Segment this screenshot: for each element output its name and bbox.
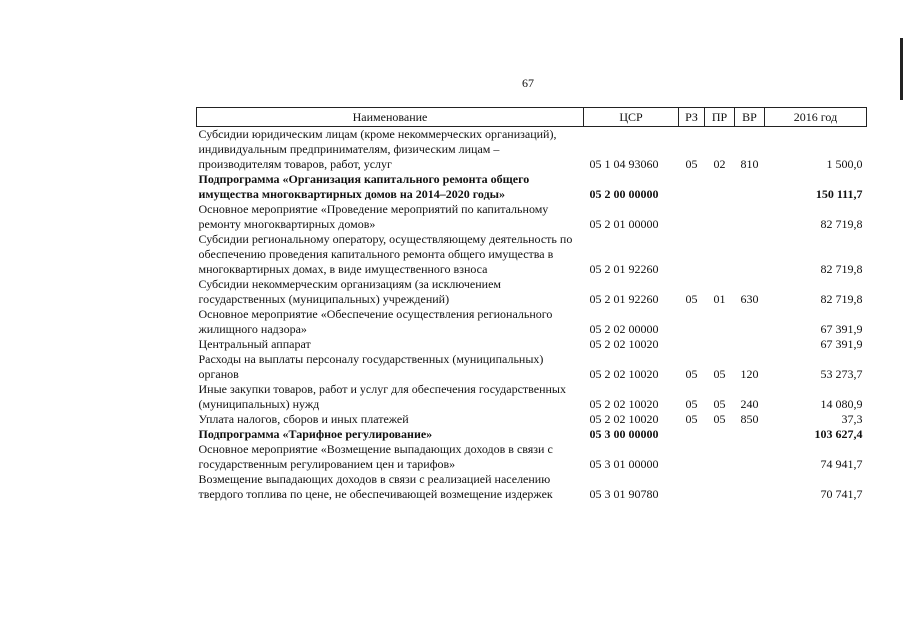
row-csr: 05 2 02 10020 (589, 397, 659, 411)
row-vr (735, 172, 765, 202)
table-row (197, 337, 867, 352)
table-row (197, 172, 867, 202)
row-vr: 810 (740, 157, 759, 171)
row-csr: 05 2 02 10020 (589, 367, 659, 381)
row-csr: 05 3 01 00000 (589, 457, 659, 471)
row-csr: 05 2 02 10020 (589, 412, 659, 426)
row-value: 70 741,7 (820, 487, 863, 501)
row-pr (705, 337, 735, 352)
row-csr: 05 2 01 00000 (589, 217, 659, 231)
header-value: 2016 год (765, 108, 867, 127)
row-name: Иные закупки товаров, работ и услуг для обеспечения государственных (муниципальных) нужд (198, 382, 566, 411)
header-name: Наименование (197, 108, 584, 127)
row-rz (679, 202, 705, 232)
row-pr: 02 (713, 157, 726, 171)
budget-table (196, 107, 867, 502)
row-pr (705, 232, 735, 277)
table-row (197, 202, 867, 232)
table-row (197, 352, 867, 382)
table-row (197, 307, 867, 337)
row-csr: 05 2 00 00000 (589, 187, 659, 201)
row-rz: 05 (685, 412, 698, 426)
row-value: 103 627,4 (814, 427, 863, 441)
header-csr: ЦСР (584, 108, 679, 127)
row-name: Субсидии региональному оператору, осуществляющему деятельность по обеспечению проведения капитального ремонта общего имущества в многоквартирных домах, в виде имущественного взноса (198, 232, 573, 276)
table-row (197, 412, 867, 427)
row-rz (679, 172, 705, 202)
row-name: Расходы на выплаты персоналу государственных (муниципальных) органов (198, 352, 544, 381)
header-rz: РЗ (679, 108, 705, 127)
row-pr: 05 (713, 367, 726, 381)
table-row (197, 427, 867, 442)
row-csr: 05 2 02 10020 (589, 337, 659, 351)
row-value: 37,3 (841, 412, 863, 426)
header-pr: ПР (705, 108, 735, 127)
row-pr: 05 (713, 397, 726, 411)
row-value: 74 941,7 (820, 457, 863, 471)
row-name: Основное мероприятие «Возмещение выпадающих доходов в связи с государственным регулированием цен и тарифов» (198, 442, 553, 471)
row-value: 14 080,9 (820, 397, 863, 411)
row-rz (679, 232, 705, 277)
row-rz (679, 472, 705, 502)
row-rz: 05 (685, 397, 698, 411)
row-pr (705, 472, 735, 502)
row-vr (735, 202, 765, 232)
row-rz (679, 427, 705, 442)
row-vr: 630 (740, 292, 759, 306)
page-number: 67 (522, 76, 534, 90)
row-value: 67 391,9 (820, 337, 863, 351)
row-pr: 01 (713, 292, 726, 306)
row-value: 82 719,8 (820, 292, 863, 306)
row-name: Субсидии некоммерческим организациям (за исключением государственных (муниципальных) учреждений) (198, 277, 502, 306)
row-vr (735, 442, 765, 472)
row-vr (735, 232, 765, 277)
table-row (197, 127, 867, 173)
scan-edge-mark (900, 38, 903, 100)
row-vr (735, 337, 765, 352)
row-value: 67 391,9 (820, 322, 863, 336)
row-name: Основное мероприятие «Проведение мероприятий по капитальному ремонту многоквартирных домов» (198, 202, 549, 231)
header-vr: ВР (735, 108, 765, 127)
row-rz: 05 (685, 367, 698, 381)
row-name: Субсидии юридическим лицам (кроме некоммерческих организаций), индивидуальным предпринимателям, физическим лицам – производителям товаров, работ, услуг (198, 127, 557, 171)
row-vr: 240 (740, 397, 759, 411)
row-pr (705, 427, 735, 442)
row-name: Подпрограмма «Организация капитального ремонта общего имущества многоквартирных домов на 2014–2020 годы» (198, 172, 530, 201)
row-vr (735, 472, 765, 502)
row-pr (705, 172, 735, 202)
row-value: 82 719,8 (820, 262, 863, 276)
table-row (197, 232, 867, 277)
row-csr: 05 3 01 90780 (589, 487, 659, 501)
row-value: 150 111,7 (815, 187, 863, 201)
row-pr (705, 442, 735, 472)
row-pr (705, 307, 735, 337)
row-csr: 05 2 01 92260 (589, 292, 659, 306)
row-value: 82 719,8 (820, 217, 863, 231)
row-name: Центральный аппарат (198, 337, 311, 351)
row-vr: 850 (740, 412, 759, 426)
row-csr: 05 2 01 92260 (589, 262, 659, 276)
row-vr: 120 (740, 367, 759, 381)
row-name: Возмещение выпадающих доходов в связи с реализацией населению твердого топлива по цене, не обеспечивающей возмещение издержек (198, 472, 553, 501)
row-vr (735, 307, 765, 337)
table-row (197, 277, 867, 307)
row-csr: 05 3 00 00000 (589, 427, 659, 441)
row-rz (679, 442, 705, 472)
row-pr: 05 (713, 412, 726, 426)
row-csr: 05 1 04 93060 (589, 157, 659, 171)
table-row (197, 442, 867, 472)
table-row (197, 472, 867, 502)
row-value: 53 273,7 (820, 367, 863, 381)
row-rz (679, 337, 705, 352)
row-name: Подпрограмма «Тарифное регулирование» (198, 427, 433, 441)
row-name: Уплата налогов, сборов и иных платежей (198, 412, 409, 426)
row-pr (705, 202, 735, 232)
row-rz: 05 (685, 292, 698, 306)
table-row (197, 382, 867, 412)
row-name: Основное мероприятие «Обеспечение осуществления регионального жилищного надзора» (198, 307, 553, 336)
row-rz: 05 (685, 157, 698, 171)
row-vr (735, 427, 765, 442)
row-csr: 05 2 02 00000 (589, 322, 659, 336)
row-value: 1 500,0 (826, 157, 863, 171)
row-rz (679, 307, 705, 337)
table-header-row (197, 108, 867, 127)
